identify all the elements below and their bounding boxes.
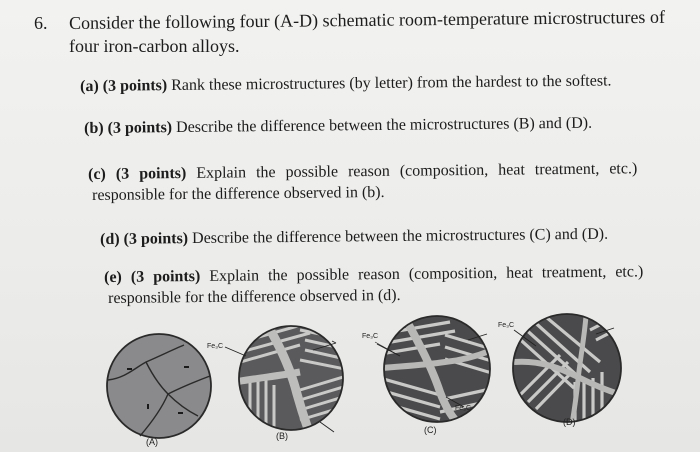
part-b-text: Describe the difference between the microstructures (B) and (D).	[172, 114, 593, 137]
part-c-label: (c) (3 points)	[87, 164, 187, 183]
part-c-line2: responsible for the difference observed in (b).	[91, 183, 385, 204]
question-number: 6.	[34, 13, 48, 33]
figure-label-a: (A)	[146, 437, 158, 447]
part-e-line2: responsible for the difference observed in (d).	[107, 286, 401, 307]
figure-label-c: (C)	[424, 425, 437, 435]
question-intro-line2: four iron-carbon alloys.	[69, 36, 240, 56]
microstructure-b	[225, 315, 350, 440]
part-e-label: (e) (3 points)	[103, 267, 201, 286]
part-a-label: (a) (3 points)	[79, 77, 168, 95]
fe3c-label-d: Fe₃C	[498, 322, 515, 329]
part-a-text: Rank these microstructures (by letter) from the hardest to the softest.	[167, 72, 612, 95]
microstructure-a	[107, 334, 211, 438]
question-intro-line1: Consider the following four (A-D) schematic room-temperature microstructures of	[68, 6, 665, 33]
fe3c-label-c-bottom: Fe₃C	[455, 405, 472, 412]
fe3c-label-c-top: Fe₃C	[362, 333, 379, 340]
part-d-text: Describe the difference between the microstructures (C) and (D).	[188, 225, 609, 248]
part-e-text-line1: Explain the possible reason (composition, heat treatment, etc.)	[200, 263, 644, 285]
microstructure-d	[513, 312, 625, 425]
figure-label-d: (D)	[563, 417, 576, 427]
figure-label-b: (B)	[276, 431, 288, 441]
part-b-label: (b) (3 points)	[83, 119, 173, 137]
fe3c-label-b: Fe₃C	[207, 343, 224, 350]
part-d-label: (d) (3 points)	[99, 230, 189, 248]
part-c-text-line1: Explain the possible reason (composition, heat treatment, etc.)	[186, 160, 638, 182]
microstructure-c	[375, 316, 495, 425]
